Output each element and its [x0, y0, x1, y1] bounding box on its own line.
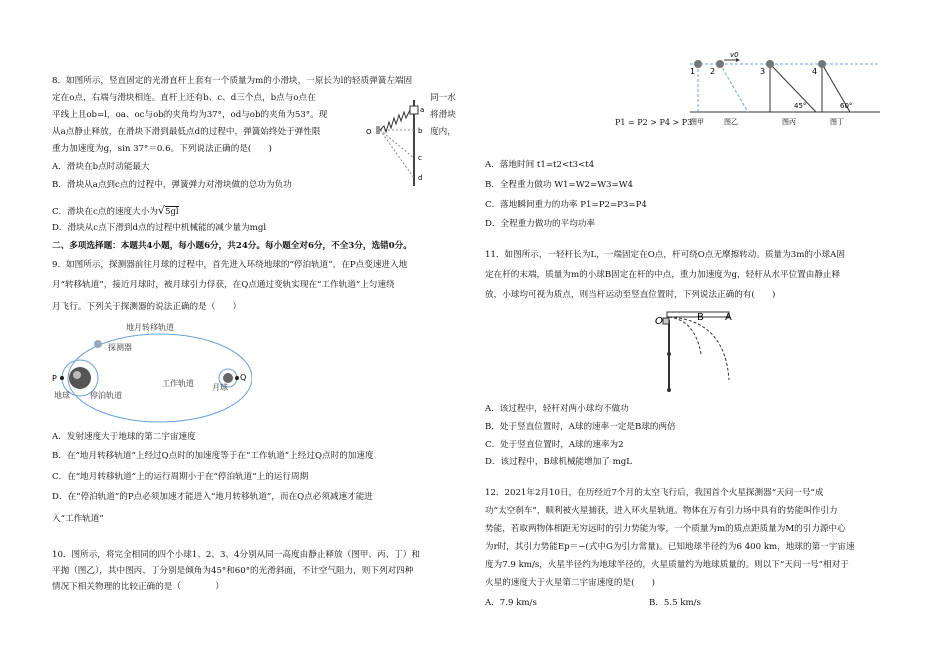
q9-line2: 月“转移轨道”，接近月球时，被月球引力俘获，在Q点通过变轨实现在“工作轨道”上匀速绕 — [52, 280, 395, 290]
q9-fig-moon-label: 月球 — [212, 383, 228, 392]
q8-line2: 定在o点，右端与滑块相连。直杆上还有b、c、d三个点，b点与o点在 — [52, 93, 316, 103]
q8-line4: 从a点静止释放，在滑块下滑到最低点d的过程中，弹簧始终处于弹性限 — [52, 127, 321, 137]
q9-orbit-figure — [52, 320, 252, 424]
q8-line3: 平线上且ob=l，oa、oc与ob的夹角均为37°，od与ob的夹角为53°。现 — [52, 110, 328, 120]
q10-line3: 情况下相关物理的比较正确的是（ ） — [52, 582, 224, 592]
q12-line1: 12．2021年2月10日，在历经近7个月的太空飞行后，我国首个火星探测器“天问一号”成 — [485, 488, 824, 498]
q10-fig-v0: v0 — [730, 51, 739, 59]
q9-fig-parking-orbit-label: 停泊轨道 — [90, 391, 122, 400]
q10-balls-figure — [690, 50, 880, 132]
q8-option-c: C．滑块在c点的速度大小为√5gl — [52, 204, 179, 217]
q11-line3: 放，小球均可视为质点，则当杆运动至竖直位置时，下列说法正确的有( ) — [485, 290, 776, 300]
q10-option-a: A．落地时间 t1=t2<t3<t4 — [485, 160, 595, 170]
q10-option-b: B．全程重力做功 W1=W2=W3=W4 — [485, 180, 634, 190]
q8-fig-label-o: O — [366, 128, 372, 136]
q11-fig-b: B — [697, 312, 704, 323]
q9-option-a: A．发射速度大于地球的第二宇宙速度 — [52, 432, 196, 442]
q9-fig-earth-label: 地球 — [54, 391, 70, 400]
q8-option-d: D．滑块从c点下滑到d点的过程中机械能的减少量为mgl — [52, 223, 267, 233]
q8-fig-label-d: d — [418, 174, 423, 182]
q10-fig-caption-2: 图乙 — [724, 118, 738, 126]
q10-fig-ball-3: 3 — [760, 67, 766, 76]
q10-option-d: D．全程重力做功的平均功率 — [485, 219, 596, 229]
q12-line3: 势能，若取两物体相距无穷远时的引力势能为零，一个质量为m的质点距质量为M的引力源中心 — [485, 524, 846, 534]
q9-option-c: C．在“地月转移轨道”上的运行周期小于在“停泊轨道”上的运行周期 — [52, 472, 309, 482]
q9-fig-p-label: P — [52, 374, 57, 383]
q8-option-a: A．滑块在b点时动能最大 — [52, 162, 150, 172]
q10-option-c: C．落地瞬间重力的功率 P1=P2=P3=P4 — [485, 200, 647, 210]
q8-option-b: B．滑块从a点到c点的过程中，弹簧弹力对滑块做的总功为负功 — [52, 180, 292, 190]
q12-line6: 火星的速度大于火星第二宇宙速度的是( ) — [485, 578, 655, 588]
q10-line1: 10．图所示，将完全相同的四个小球1、2、3、4分别从同一高度由静止释放（图甲、丙、丁）和 — [52, 550, 420, 560]
q11-option-a: A．该过程中，轻杆对两小球均不做功 — [485, 404, 629, 414]
q10-fig-angle-45: 45° — [794, 102, 807, 110]
q8-fig-label-b: b — [418, 127, 423, 135]
q12-line2: 功“太空刹车”，顺利被火星捕获，进入环火星轨道。物体在万有引力场中具有的势能叫作引力 — [485, 506, 838, 516]
q10-fig-ball-2: 2 — [710, 67, 716, 76]
q12-option-a: A．7.9 km/s — [485, 598, 537, 608]
q11-rod-figure — [655, 310, 745, 396]
q9-fig-transfer-orbit-label: 地月转移轨道 — [126, 323, 174, 332]
q12-line5: 度为7.9 km/s，火星半径约为地球半径的，火星质量约为地球质量的。则以下“天问一号”相对于 — [485, 560, 849, 570]
q9-fig-work-orbit-label: 工作轨道 — [162, 379, 194, 388]
q10-fig-caption-1: 图甲 — [690, 118, 704, 126]
q8-line5: 重力加速度为g，sin 37°＝0.6。下列说法正确的是( ) — [52, 144, 272, 154]
q11-line1: 11．如图所示，一轻杆长为L，一端固定在O点，杆可绕O点无摩擦转动。质量为3m的小球A固 — [485, 250, 845, 260]
q9-fig-q-label: Q — [240, 373, 247, 382]
q8-option-c-sqrt: 5gl — [164, 207, 179, 217]
q10-fig-ball-4: 4 — [812, 67, 818, 76]
q11-line2: 定在杆的末端，质量为m的小球B固定在杆的中点，重力加速度为g，轻杆从水平位置由静止释 — [485, 270, 841, 280]
q9-option-d-line2: 入“工作轨道” — [52, 514, 104, 524]
q10-fig-ball-1: 1 — [690, 67, 696, 76]
q9-option-d-line1: D．在“停泊轨道”的P点必须加速才能进入“地月转移轨道”，而在Q点必须减速才能进 — [52, 492, 373, 502]
q8-line3b: 将滑块 — [430, 110, 456, 120]
q10-line2: 平抛（图乙），其中图丙、丁分别是倾角为45°和60°的光滑斜面，不计空气阻力，则下列对四种 — [52, 566, 414, 576]
q9-line1: 9．如图所示，探测器前往月球的过程中，首先进入环绕地球的“停泊轨道”，在P点变速进入地 — [52, 260, 408, 270]
q11-fig-o: O — [655, 316, 663, 327]
q8-fig-label-a: a — [420, 106, 425, 114]
q10-fig-caption-3: 图丙 — [782, 118, 796, 126]
q8-line2b: 同一水 — [430, 93, 456, 103]
q8-spring-figure — [366, 98, 432, 190]
q10-fig-angle-60: 60° — [840, 102, 853, 110]
q11-option-d: D．该过程中，B球机械能增加了 mgL — [485, 457, 633, 467]
section-heading-multiple-choice: 二、多项选择题：本题共4小题，每小题6分，共24分。每小题全对6分，不全3分，选错0分。 — [52, 241, 412, 251]
q10-power-relation: P1 = P2 > P4 > P3 — [615, 118, 693, 127]
q12-line4: 为r时，其引力势能Ep＝−(式中G为引力常量)。已知地球半径约为6 400 km，地球的第一宇宙速 — [485, 542, 855, 552]
q11-fig-a: A — [725, 312, 732, 323]
right-column — [475, 0, 950, 671]
q11-option-b: B．处于竖直位置时，A球的速率一定是B球的两倍 — [485, 422, 676, 432]
q9-line3: 月飞行。下列关于探测器的说法正确的是（ ） — [52, 302, 242, 312]
q8-line1: 8．如图所示，竖直固定的光滑直杆上套有一个质量为m的小滑块，一原长为l的轻质弹簧左端固 — [52, 76, 413, 86]
q11-option-c: C．处于竖直位置时，A球的速率为2 — [485, 440, 624, 450]
q8-line4b: 度内， — [430, 127, 456, 137]
q8-fig-label-c: c — [418, 154, 422, 162]
q8-option-c-text: C．滑块在c点的速度大小为 — [52, 207, 158, 217]
q9-fig-probe-label: 探测器 — [108, 343, 132, 352]
q9-option-b: B．在“地月转移轨道”上经过Q点时的加速度等于在“工作轨道”上经过Q点时的加速度 — [52, 451, 374, 461]
q10-fig-caption-4: 图丁 — [830, 118, 844, 126]
q12-option-b: B．5.5 km/s — [649, 598, 701, 608]
